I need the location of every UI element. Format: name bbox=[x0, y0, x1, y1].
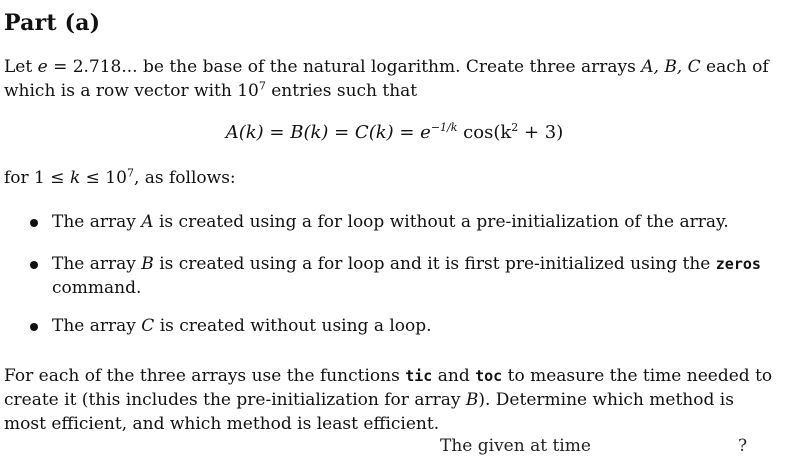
tic-code: tic bbox=[405, 367, 433, 385]
equation-lhs: A(k) = B(k) = C(k) = e bbox=[225, 122, 431, 143]
cutoff-line: The given at time bbox=[440, 436, 591, 456]
range-mid: ≤ 10 bbox=[80, 168, 127, 188]
bullet-c-var: C bbox=[141, 316, 155, 336]
var-e: e bbox=[37, 57, 48, 77]
section-title: Part (a) bbox=[4, 10, 101, 36]
intro-text-1: be the base of the natural logarithm. Create three arrays bbox=[143, 57, 636, 77]
ten-power bbox=[237, 81, 266, 101]
bullet-b-var: B bbox=[141, 254, 154, 274]
closing-text-2: to measure the time needed to create it (this includes the pre-initialization for array bbox=[4, 366, 773, 410]
bullet-b-pre: The array bbox=[52, 254, 142, 274]
method-list bbox=[30, 210, 770, 356]
intro-paragraph bbox=[4, 55, 774, 103]
bullet-a-var: A bbox=[141, 212, 154, 232]
intro-let: Let bbox=[4, 57, 33, 77]
display-equation bbox=[0, 122, 789, 143]
var-A: A, bbox=[641, 57, 659, 77]
intro-text-3: entries such that bbox=[271, 81, 418, 101]
intro-text-2: each of which is a row vector with bbox=[4, 57, 769, 101]
bullet-c-pre: The array bbox=[52, 316, 142, 336]
var-B: B, bbox=[664, 57, 683, 77]
var-C: C bbox=[687, 57, 701, 77]
zeros-code: zeros bbox=[715, 255, 761, 273]
range-var-k: k bbox=[69, 168, 81, 188]
bullet-a-post: is created using a for loop without a pre-initialization of the array. bbox=[153, 212, 729, 232]
cutoff-right: ? bbox=[738, 436, 748, 456]
closing-paragraph bbox=[4, 364, 779, 436]
closing-text-1: For each of the three arrays use the functions bbox=[4, 366, 406, 386]
toc-code: toc bbox=[475, 367, 503, 385]
equation-end: + 3) bbox=[518, 122, 564, 143]
bullet-b-post: is created using a for loop and it is first pre-initialized using the bbox=[153, 254, 716, 274]
closing-var-B: B bbox=[465, 390, 479, 410]
range-line bbox=[4, 166, 236, 190]
bullet-c-post: is created without using a loop. bbox=[154, 316, 432, 336]
bullet-a-pre: The array bbox=[52, 212, 142, 232]
list-item-a bbox=[30, 210, 770, 234]
range-pre: for 1 ≤ bbox=[4, 168, 70, 188]
closing-and: and bbox=[432, 366, 476, 386]
equation-exponent: −1/k bbox=[430, 121, 458, 134]
list-item-b bbox=[30, 252, 770, 300]
closing-text-3: ). Determine which method is most efficient, and which method is least efficient. bbox=[4, 390, 734, 434]
list-item-c bbox=[30, 314, 770, 338]
range-post: , as follows: bbox=[133, 168, 236, 188]
e-value: = 2.718... bbox=[53, 57, 138, 77]
range-exp: 7 bbox=[126, 166, 134, 180]
equation-square: 2 bbox=[511, 121, 519, 134]
ten-exponent: 7 bbox=[258, 79, 266, 93]
equation-cos: cos(k bbox=[457, 122, 512, 143]
ten-base: 10 bbox=[237, 81, 259, 101]
bullet-b-post2: command. bbox=[52, 278, 142, 298]
